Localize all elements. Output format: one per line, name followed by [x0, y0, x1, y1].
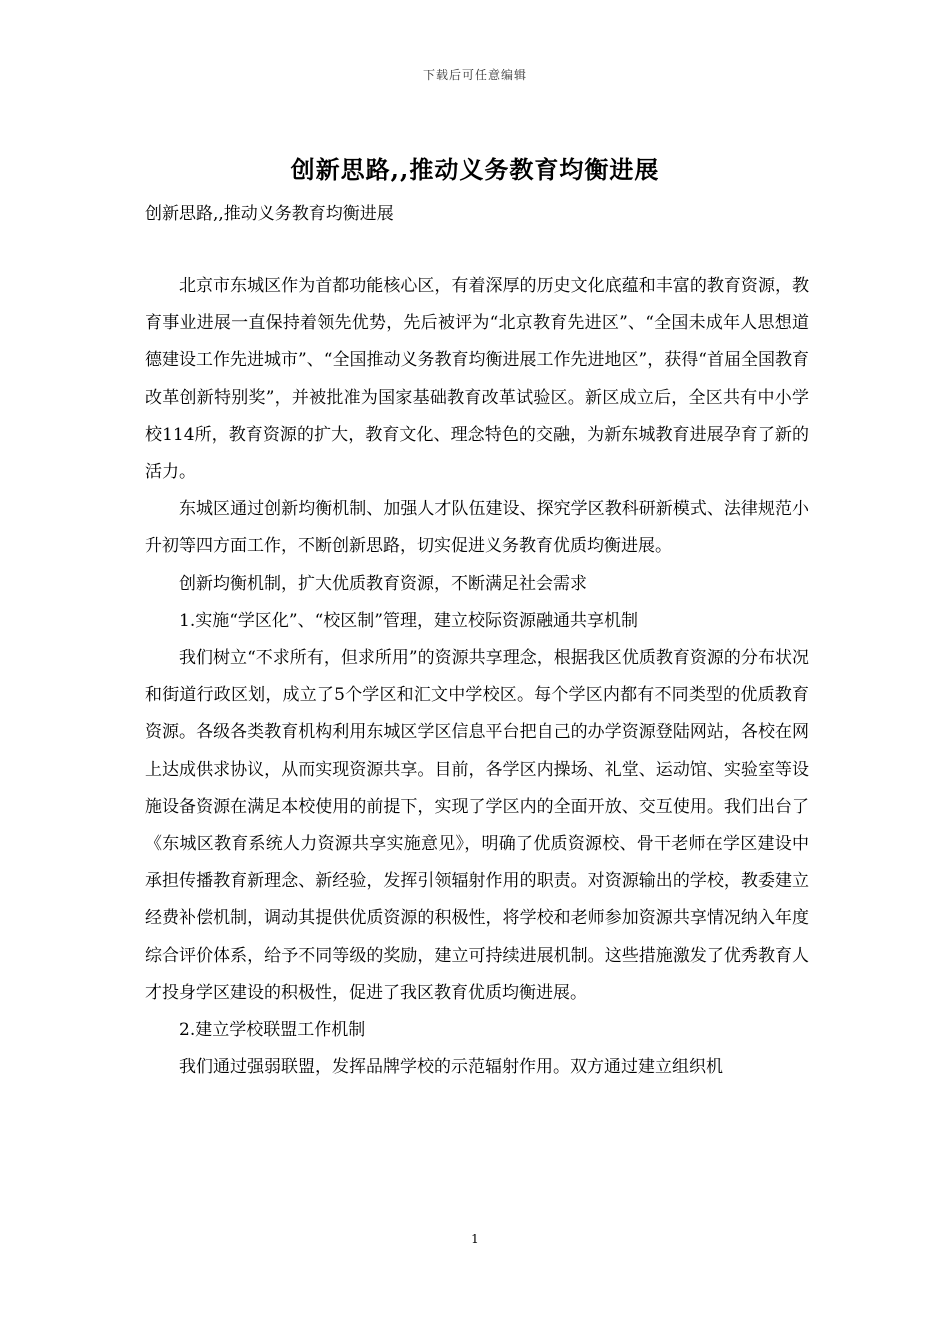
document-body — [145, 268, 809, 1086]
paragraph-intro: 北京市东城区作为首都功能核心区，有着深厚的历史文化底蕴和丰富的教育资源，教育事业进展一直保持着领先优势，先后被评为“北京教育先进区”、“全国未成年人思想道德建设工作先进城市”、“全国推动义务教育均衡进展工作先进地区”，获得“首届全国教育改革创新特别奖”，并被批准为国家基础教育改革试验区。新区成立后，全区共有中小学校114所，教育资源的扩大，教育文化、理念特色的交融，为新东城教育进展孕育了新的活力。 — [145, 276, 809, 483]
subsection-heading-1: 1.实施“学区化”、“校区制”管理，建立校际资源融通共享机制 — [179, 610, 638, 631]
header-note: 下载后可任意编辑 — [422, 68, 527, 82]
paragraph-summary: 东城区通过创新均衡机制、加强人才队伍建设、探究学区教科研新模式、法律规范小升初等四方面工作，不断创新思路，切实促进义务教育优质均衡进展。 — [145, 499, 809, 557]
page-number: 1 — [471, 1232, 479, 1246]
section-heading: 创新均衡机制，扩大优质教育资源，不断满足社会需求 — [179, 573, 587, 594]
document-title: 创新思路,,推动义务教育均衡进展 — [290, 155, 660, 184]
paragraph-resource-sharing: 我们树立“不求所有，但求所用”的资源共享理念，根据我区优质教育资源的分布状况和街道行政区划，成立了5个学区和汇文中学校区。每个学区内都有不同类型的优质教育资源。各级各类教育机构利用东城区学区信息平台把自己的办学资源登陆网站，各校在网上达成供求协议，从而实现资源共享。目前，各学区内操场、礼堂、运动馆、实验室等设施设备资源在满足本校使用的前提下，实现了学区内的全面开放、交互使用。我们出台了《东城区教育系统人力资源共享实施意见》，明确了优质资源校、骨干老师在学区建设中承担传播教育新理念、新经验，发挥引领辐射作用的职责。对资源输出的学校，教委建立经费补偿机制，调动其提供优质资源的积极性，将学校和老师参加资源共享情况纳入年度综合评价体系，给予不同等级的奖励，建立可持续进展机制。这些措施激发了优秀教育人才投身学区建设的积极性，促进了我区教育优质均衡进展。 — [145, 648, 809, 1003]
paragraph-school-alliance: 我们通过强弱联盟，发挥品牌学校的示范辐射作用。双方通过建立组织机 — [179, 1057, 723, 1078]
subsection-heading-2: 2.建立学校联盟工作机制 — [179, 1020, 366, 1041]
document-subtitle: 创新思路,,推动义务教育均衡进展 — [145, 204, 394, 224]
